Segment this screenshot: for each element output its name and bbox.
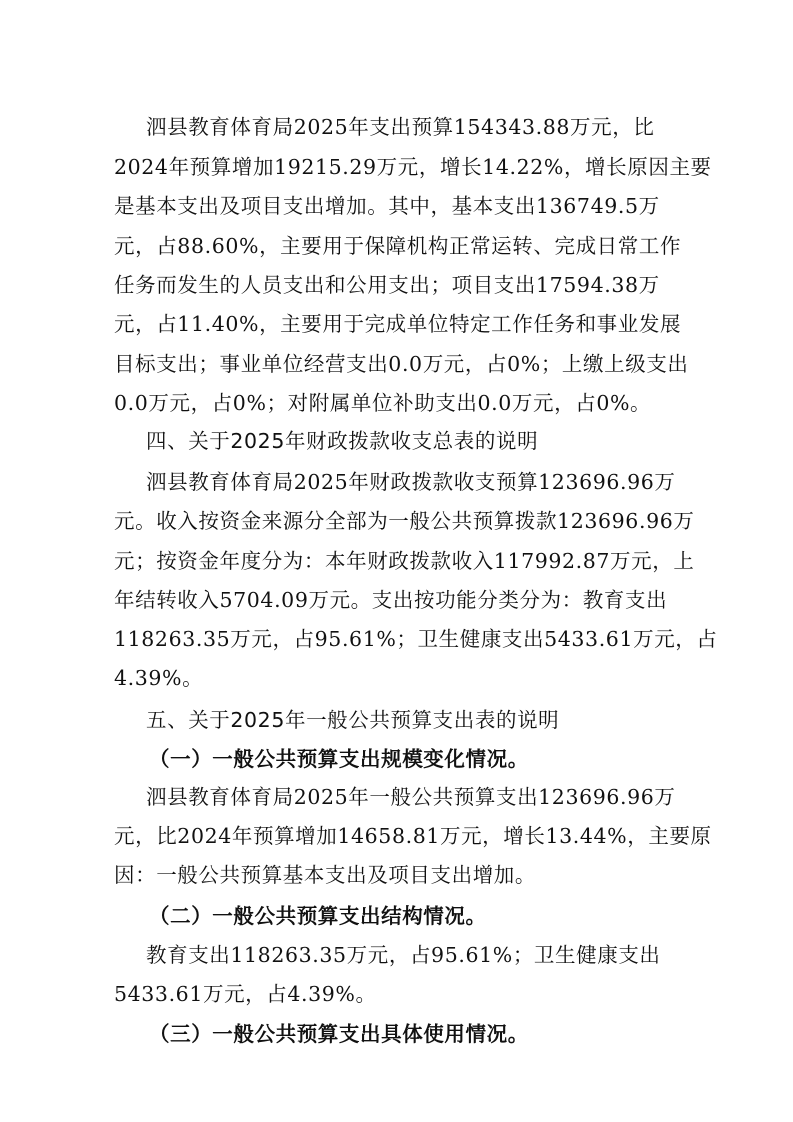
paragraph-line: 5433.61万元，占4.39%。 xyxy=(114,982,377,1006)
paragraph-line: 年结转收入5704.09万元。支出按功能分类分为：教育支出 xyxy=(114,588,668,612)
paragraph-line: 118263.35万元，占95.61%；卫生健康支出5433.61万元，占 xyxy=(114,627,718,651)
paragraph-line: 4.39%。 xyxy=(114,666,204,690)
paragraph-line: 0.0万元，占0%；对附属单位补助支出0.0万元，占0%。 xyxy=(114,391,652,415)
paragraph-line: 泗县教育体育局2025年一般公共预算支出123696.96万 xyxy=(146,785,676,809)
paragraph-line: 泗县教育体育局2025年财政拨款收支预算123696.96万 xyxy=(146,470,676,494)
paragraph-line: 2024年预算增加19215.29万元，增长14.22%，增长原因主要 xyxy=(114,155,712,179)
paragraph-line: 教育支出118263.35万元，占95.61%；卫生健康支出 xyxy=(146,943,661,967)
paragraph-line: 因：一般公共预算基本支出及项目支出增加。 xyxy=(114,863,536,887)
section-heading: 四、关于2025年财政拨款收支总表的说明 xyxy=(146,429,539,453)
paragraph-line: 元。收入按资金来源分全部为一般公共预算拨款123696.96万 xyxy=(114,509,695,533)
paragraph-line: 目标支出；事业单位经营支出0.0万元，占0%；上缴上级支出 xyxy=(114,352,689,376)
subsection-heading: （二）一般公共预算支出结构情况。 xyxy=(149,904,487,928)
paragraph-line: 元，占88.60%，主要用于保障机构正常运转、完成日常工作 xyxy=(114,234,682,258)
section-heading: 五、关于2025年一般公共预算支出表的说明 xyxy=(146,708,560,732)
paragraph-line: 元；按资金年度分为：本年财政拨款收入117992.87万元，上 xyxy=(114,549,695,573)
paragraph-line: 元，比2024年预算增加14658.81万元，增长13.44%，主要原 xyxy=(114,824,712,848)
paragraph-line: 元，占11.40%，主要用于完成单位特定工作任务和事业发展 xyxy=(114,312,682,336)
paragraph-line: 是基本支出及项目支出增加。其中，基本支出136749.5万 xyxy=(114,194,660,218)
paragraph-line: 泗县教育体育局2025年支出预算154343.88万元，比 xyxy=(146,115,655,139)
subsection-heading: （一）一般公共预算支出规模变化情况。 xyxy=(149,747,529,771)
subsection-heading: （三）一般公共预算支出具体使用情况。 xyxy=(149,1022,529,1046)
paragraph-line: 任务而发生的人员支出和公用支出；项目支出17594.38万 xyxy=(114,273,660,297)
